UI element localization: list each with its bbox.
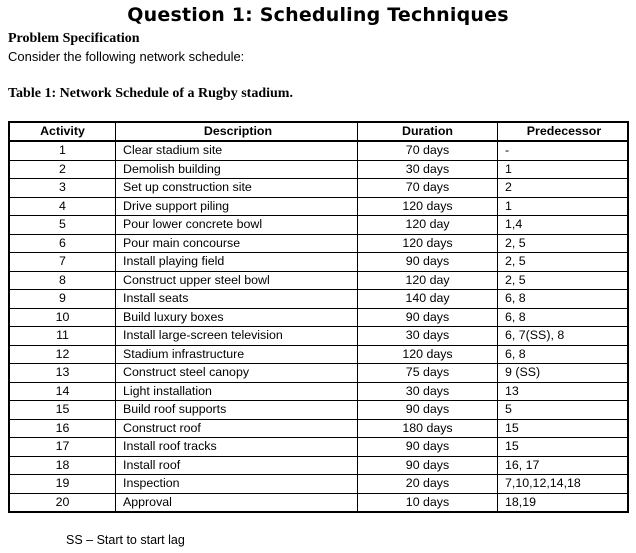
cell-description: Demolish building [116,160,358,179]
cell-description: Light installation [116,382,358,401]
table-row [9,253,628,272]
table-body [9,141,628,512]
cell-duration: 90 days [358,456,498,475]
cell-description: Build roof supports [116,401,358,420]
cell-activity: 7 [9,253,116,272]
cell-predecessor: - [498,141,629,160]
cell-activity: 18 [9,456,116,475]
cell-predecessor: 1,4 [498,216,629,235]
cell-duration: 75 days [358,364,498,383]
cell-predecessor: 5 [498,401,629,420]
table-header [9,122,628,141]
cell-activity: 13 [9,364,116,383]
cell-activity: 8 [9,271,116,290]
table-row [9,271,628,290]
header-activity: Activity [9,122,116,141]
cell-activity: 14 [9,382,116,401]
cell-predecessor: 15 [498,438,629,457]
cell-description: Drive support piling [116,197,358,216]
intro-text: Consider the following network schedule: [8,49,245,64]
network-schedule-table [8,121,629,513]
cell-duration: 90 days [358,308,498,327]
cell-predecessor: 2, 5 [498,234,629,253]
cell-duration: 10 days [358,493,498,512]
table-row [9,475,628,494]
table-row [9,179,628,198]
problem-spec-heading: Problem Specification [8,31,140,46]
cell-duration: 180 days [358,419,498,438]
table-row [9,456,628,475]
cell-description: Install roof tracks [116,438,358,457]
cell-duration: 120 days [358,234,498,253]
cell-activity: 6 [9,234,116,253]
cell-description: Construct upper steel bowl [116,271,358,290]
footnote: SS – Start to start lag [66,533,185,547]
cell-activity: 19 [9,475,116,494]
cell-activity: 15 [9,401,116,420]
page-title: Question 1: Scheduling Techniques [127,4,509,26]
cell-description: Install seats [116,290,358,309]
cell-duration: 70 days [358,179,498,198]
table-row [9,327,628,346]
cell-duration: 30 days [358,160,498,179]
table-row [9,419,628,438]
cell-predecessor: 2 [498,179,629,198]
cell-description: Inspection [116,475,358,494]
table-row [9,216,628,235]
table-row [9,345,628,364]
cell-duration: 70 days [358,141,498,160]
table-row [9,308,628,327]
cell-activity: 2 [9,160,116,179]
cell-predecessor: 1 [498,160,629,179]
cell-predecessor: 13 [498,382,629,401]
header-predecessor: Predecessor [498,122,629,141]
cell-description: Install large-screen television [116,327,358,346]
cell-predecessor: 6, 7(SS), 8 [498,327,629,346]
cell-description: Clear stadium site [116,141,358,160]
table-row [9,364,628,383]
table-row [9,382,628,401]
cell-predecessor: 6, 8 [498,308,629,327]
cell-duration: 120 day [358,216,498,235]
cell-duration: 90 days [358,401,498,420]
cell-activity: 9 [9,290,116,309]
cell-activity: 1 [9,141,116,160]
cell-duration: 90 days [358,253,498,272]
cell-description: Set up construction site [116,179,358,198]
header-duration: Duration [358,122,498,141]
cell-duration: 140 day [358,290,498,309]
header-description: Description [116,122,358,141]
cell-description: Build luxury boxes [116,308,358,327]
cell-description: Stadium infrastructure [116,345,358,364]
cell-activity: 4 [9,197,116,216]
cell-description: Install roof [116,456,358,475]
cell-activity: 3 [9,179,116,198]
cell-activity: 11 [9,327,116,346]
cell-duration: 30 days [358,382,498,401]
table-row [9,493,628,512]
cell-predecessor: 2, 5 [498,271,629,290]
cell-activity: 12 [9,345,116,364]
cell-duration: 30 days [358,327,498,346]
cell-predecessor: 2, 5 [498,253,629,272]
cell-predecessor: 7,10,12,14,18 [498,475,629,494]
cell-activity: 17 [9,438,116,457]
cell-duration: 20 days [358,475,498,494]
cell-activity: 10 [9,308,116,327]
table-row [9,234,628,253]
table-row [9,290,628,309]
header-row [9,122,628,141]
cell-duration: 90 days [358,438,498,457]
cell-predecessor: 16, 17 [498,456,629,475]
cell-description: Pour lower concrete bowl [116,216,358,235]
cell-predecessor: 15 [498,419,629,438]
table-row [9,160,628,179]
cell-predecessor: 9 (SS) [498,364,629,383]
cell-activity: 20 [9,493,116,512]
cell-duration: 120 days [358,197,498,216]
cell-activity: 16 [9,419,116,438]
cell-activity: 5 [9,216,116,235]
table-row [9,141,628,160]
cell-predecessor: 6, 8 [498,345,629,364]
table-row [9,197,628,216]
cell-predecessor: 18,19 [498,493,629,512]
cell-description: Approval [116,493,358,512]
cell-predecessor: 1 [498,197,629,216]
cell-description: Install playing field [116,253,358,272]
cell-description: Construct steel canopy [116,364,358,383]
cell-description: Pour main concourse [116,234,358,253]
cell-duration: 120 day [358,271,498,290]
table-row [9,401,628,420]
cell-description: Construct roof [116,419,358,438]
cell-duration: 120 days [358,345,498,364]
table-row [9,438,628,457]
table-caption: Table 1: Network Schedule of a Rugby stadium. [8,86,293,101]
cell-predecessor: 6, 8 [498,290,629,309]
